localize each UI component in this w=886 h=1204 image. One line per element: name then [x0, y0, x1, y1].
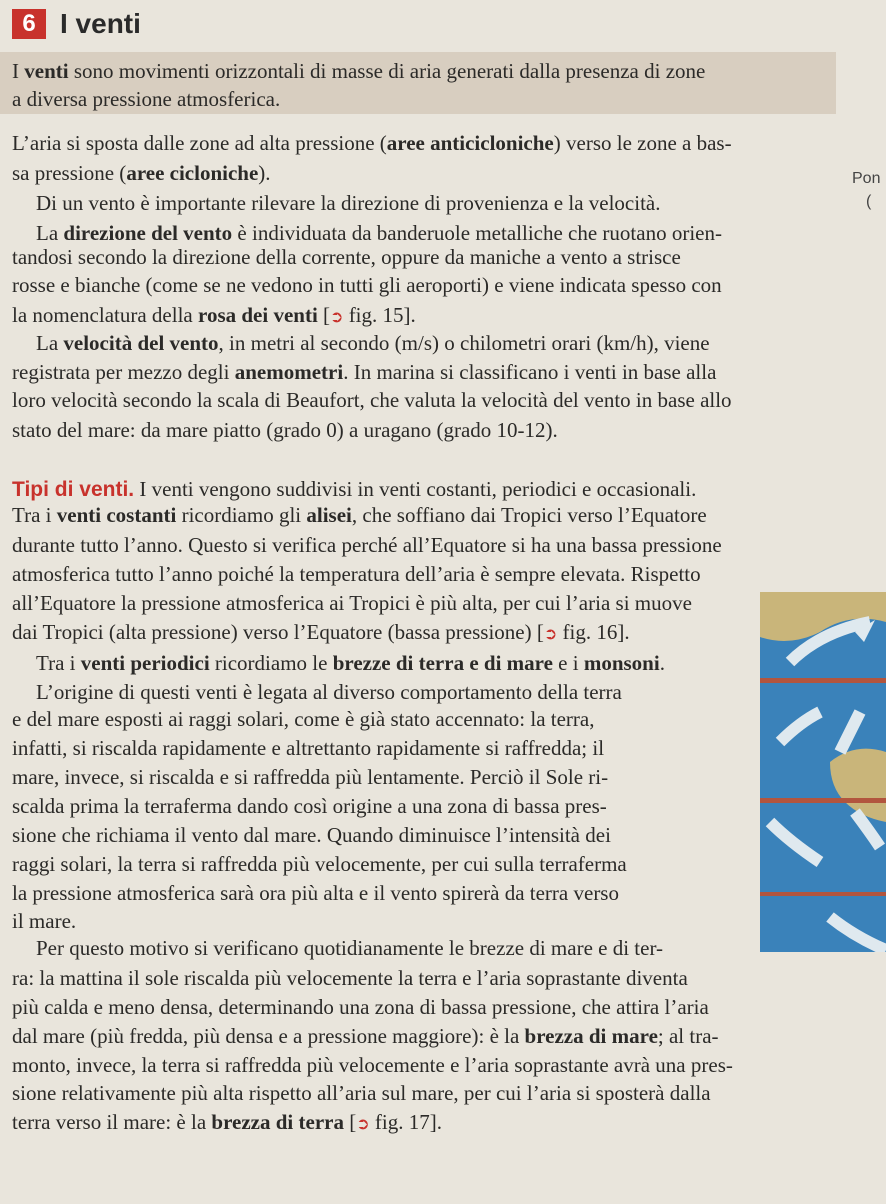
text-line [12, 706, 595, 732]
text-run: raggi solari, la terra si raffredda più velocemente, per cui sulla terraferma [12, 852, 627, 876]
text-line [36, 220, 722, 246]
text-line [12, 387, 732, 413]
text-run: monto, invece, la terra si raffredda più velocemente e l’aria soprastante avrà una pres- [12, 1053, 733, 1077]
reference-arrow-icon: ➲ [356, 1114, 370, 1133]
text-line [12, 590, 692, 616]
text-run: dal mare (più fredda, più densa e a pressione maggiore): è la [12, 1024, 525, 1048]
text-run: Tra i [36, 651, 81, 675]
text-line [12, 1109, 442, 1137]
text-line [12, 359, 716, 385]
text-line [36, 935, 663, 961]
section-title: I venti [60, 8, 141, 39]
text-line [12, 244, 681, 270]
text-run: il mare. [12, 909, 77, 933]
text-line [12, 880, 619, 906]
bold-term: brezza di terra [211, 1110, 344, 1134]
bold-term: brezze di terra e di mare [332, 651, 553, 675]
text-line [12, 476, 696, 503]
text-line [12, 302, 416, 330]
text-run: mare, invece, si riscalda e si raffredda più lentamente. Perciò il Sole ri- [12, 765, 609, 789]
text-run: sione relativamente più alta rispetto all’aria sul mare, per cui l’aria si sposterà dalla [12, 1081, 711, 1105]
text-run: La [36, 221, 64, 245]
text-line [12, 735, 604, 761]
text-run: e del mare esposti ai raggi solari, come è già stato accennato: la terra, [12, 707, 595, 731]
text-run: fig. 16]. [557, 620, 630, 644]
section-heading [12, 4, 141, 44]
text-run: ; al tra- [657, 1024, 719, 1048]
text-run: fig. 15]. [343, 303, 416, 327]
margin-label: Pon [852, 170, 881, 187]
text-line [36, 650, 665, 676]
bold-term: brezza di mare [524, 1024, 658, 1048]
text-line [12, 619, 630, 647]
text-line [12, 272, 722, 298]
text-line [12, 822, 611, 848]
text-line [36, 679, 622, 705]
text-run: registrata per mezzo degli [12, 360, 235, 384]
text-line [12, 908, 76, 934]
text-run: atmosferica tutto l’anno poiché la temperatura dell’aria è sempre elevata. Rispetto [12, 562, 701, 586]
bold-term: rosa dei venti [198, 303, 318, 327]
section-number-badge: 6 [12, 9, 46, 39]
text-run: . In marina si classificano i venti in base alla [343, 360, 717, 384]
text-line [12, 532, 722, 558]
text-run: ricordiamo gli [176, 503, 307, 527]
bold-term: velocità del vento [63, 331, 219, 355]
text-run: la pressione atmosferica sarà ora più alta e il vento spirerà da terra verso [12, 881, 619, 905]
bold-term: aree cicloniche [126, 161, 259, 185]
text-run: , che soffiano dai Tropici verso l’Equatore [351, 503, 707, 527]
text-line [12, 160, 271, 186]
bold-term: monsoni [583, 651, 660, 675]
text-run: infatti, si riscalda rapidamente e altrettanto rapidamente si raffredda; il [12, 736, 605, 760]
text-run: Tra i [12, 503, 57, 527]
text-line [12, 130, 732, 156]
text-line [12, 965, 688, 991]
text-line [12, 417, 558, 443]
text-line [12, 851, 627, 877]
text-run: dai Tropici (alta pressione) verso l’Equatore (bassa pressione) [ [12, 620, 544, 644]
text-line [12, 561, 701, 587]
text-line [12, 1080, 711, 1106]
text-run: ) verso le zone a bas- [553, 131, 732, 155]
reference-arrow-icon: ➲ [543, 624, 558, 643]
text-run: sione che richiama il vento dal mare. Quando diminuisce l’intensità dei [12, 823, 611, 847]
text-run: scalda prima la terraferma dando così origine a una zona di bassa pres- [12, 794, 607, 818]
text-run: e i [552, 651, 584, 675]
text-line [12, 793, 607, 819]
bold-term: aree anticicloniche [386, 131, 554, 155]
text-run: I venti vengono suddivisi in venti costanti, periodici e occasionali. [134, 477, 697, 501]
text-line [12, 994, 709, 1020]
text-run: L’aria si sposta dalle zone ad alta pressione ( [12, 131, 387, 155]
text-run: . [659, 651, 665, 675]
text-run: L’origine di questi venti è legata al diverso comportamento della terra [36, 680, 622, 704]
text-line [12, 86, 280, 112]
bold-term: alisei [306, 503, 352, 527]
text-run: , in metri al secondo (m/s) o chilometri orari (km/h), viene [218, 331, 710, 355]
subheading: Tipi di venti. [12, 478, 135, 501]
text-run: sono movimenti orizzontali di masse di aria generati dalla presenza di zone [68, 59, 706, 83]
text-run: la nomenclatura della [12, 303, 198, 327]
text-run: ra: la mattina il sole riscalda più velocemente la terra e l’aria soprastante diventa [12, 966, 688, 990]
wind-map-figure [760, 592, 886, 952]
bold-term: anemometri [234, 360, 344, 384]
text-run: stato del mare: da mare piatto (grado 0) a uragano (grado 10-12). [12, 418, 558, 442]
text-run: all’Equatore la pressione atmosferica ai Tropici è più alta, per cui l’aria si muove [12, 591, 692, 615]
text-line [12, 1052, 733, 1078]
bold-term: venti periodici [80, 651, 210, 675]
margin-glyph: ( [866, 193, 872, 210]
text-line [12, 502, 707, 528]
text-run: La [36, 331, 64, 355]
text-run: [ [343, 1110, 357, 1134]
text-run: più calda e meno densa, determinando una zona di bassa pressione, che attira l’aria [12, 995, 709, 1019]
text-run: a diversa pressione atmosferica. [12, 87, 281, 111]
text-line [36, 190, 660, 216]
text-run: Di un vento è importante rilevare la direzione di provenienza e la velocità. [36, 191, 661, 215]
text-run: fig. 17]. [369, 1110, 442, 1134]
text-run: ricordiamo le [209, 651, 333, 675]
text-run: Per questo motivo si verificano quotidianamente le brezze di mare e di ter- [36, 936, 664, 960]
text-run: durante tutto l’anno. Questo si verifica perché all’Equatore si ha una bassa pressione [12, 533, 722, 557]
bold-term: venti costanti [56, 503, 177, 527]
text-run: rosse e bianche (come se ne vedono in tutti gli aeroporti) e viene indicata spesso con [12, 273, 722, 297]
text-run: [ [317, 303, 331, 327]
text-line [12, 58, 705, 84]
text-line [12, 764, 608, 790]
bold-term: direzione del vento [63, 221, 233, 245]
text-run: I [12, 59, 25, 83]
bold-term: venti [24, 59, 69, 83]
text-line [36, 330, 710, 356]
text-line [12, 1023, 719, 1049]
reference-arrow-icon: ➲ [330, 307, 344, 326]
text-run: terra verso il mare: è la [12, 1110, 212, 1134]
text-run: è individuata da banderuole metalliche che ruotano orien- [232, 221, 722, 245]
text-run: tandosi secondo la direzione della corrente, oppure da maniche a vento a strisce [12, 245, 681, 269]
text-run: sa pressione ( [12, 161, 127, 185]
text-run: loro velocità secondo la scala di Beaufort, che valuta la velocità del vento in base allo [12, 388, 732, 412]
text-run: ). [258, 161, 271, 185]
